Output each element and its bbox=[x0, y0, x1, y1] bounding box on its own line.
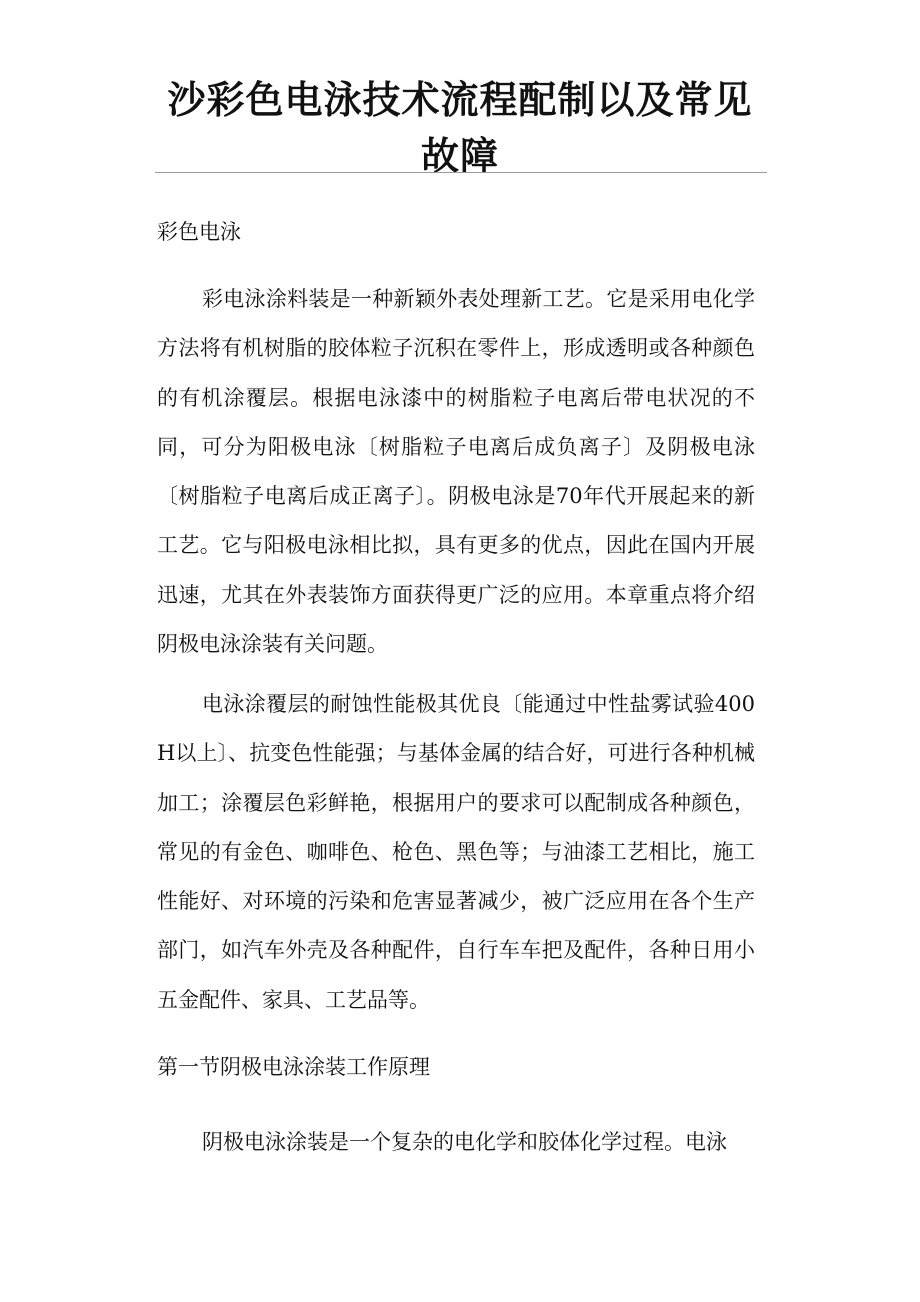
document-title: 沙彩色电泳技术流程配制以及常见故障 bbox=[167, 77, 753, 178]
paragraph-principle: 阴极电泳涂装是一个复杂的电化学和胶体化学过程。电泳 bbox=[202, 1130, 727, 1154]
paragraph-intro: 彩电泳涂料装是一种新颖外表处理新工艺。它是采用电化学方法将有机树脂的胶体粒子沉积在零件上，形成透明或各种颜色的有机涂覆层。根据电泳漆中的树脂粒子电离后带电状况的不同，可分为阳极电泳〔树脂粒子电离后成负离子〕及阴极电泳〔树脂粒子电离后成正离子〕。阴极电泳是70年代开展起来的新工艺。它与阳极电泳相比拟，具有更多的优点，因此在国内开展迅速，尤其在外表装饰方面获得更广泛的应用。本章重点将介绍阴极电泳涂装有关问题。 bbox=[157, 287, 755, 657]
section-heading-color-electrophoresis: 彩色电泳 bbox=[157, 220, 241, 244]
paragraph-properties: 电泳涂覆层的耐蚀性能极其优良〔能通过中性盐雾试验400H以上〕、抗变色性能强；与基体金属的结合好，可进行各种机械加工；涂覆层色彩鲜艳，根据用户的要求可以配制成各种颜色，常见的有金色、咖啡色、枪色、黑色等；与油漆工艺相比，施工性能好、对环境的污染和危害显著减少，被广泛应用在各个生产部门，如汽车外壳及各种配件，自行车车把及配件，各种日用小五金配件、家具、工艺品等。 bbox=[157, 692, 755, 1012]
section-heading-cathodic-principle: 第一节阴极电泳涂装工作原理 bbox=[157, 1055, 430, 1079]
title-underline bbox=[155, 172, 767, 173]
